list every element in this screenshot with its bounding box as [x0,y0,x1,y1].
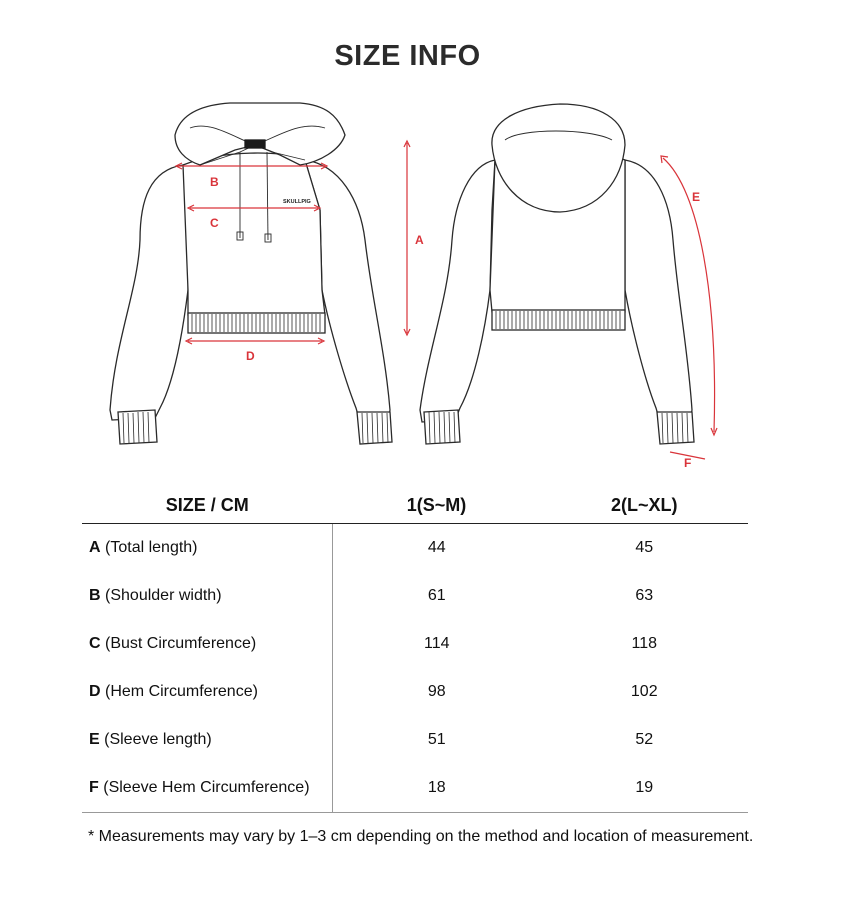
header-size-cm: SIZE / CM [82,487,333,524]
row-label [82,764,333,813]
front-hoodie-drawing [110,103,392,444]
value-size-2: 45 [635,539,654,556]
value-size-1: 98 [427,683,446,700]
back-hoodie-drawing [420,104,694,444]
row-code: E [89,731,100,748]
row-label [82,668,333,716]
measurement-note: * Measurements may vary by 1–3 cm depending on the method and location of measurement. [88,828,754,845]
row-label [82,524,333,573]
row-label [82,620,333,668]
measure-label-b: B [210,175,219,189]
header-size-2: 2(L~XL) [541,487,749,524]
measure-label-e: E [692,190,701,204]
row-code: C [89,635,101,652]
row-name: (Sleeve length) [104,731,212,748]
row-name: (Total length) [105,539,198,556]
header-size-1: 1(S~M) [333,487,541,524]
value-size-1: 51 [427,731,446,748]
row-name: (Bust Circumference) [105,635,257,652]
value-size-2: 52 [635,731,654,748]
measure-label-d: D [246,349,255,363]
row-code: F [89,779,99,796]
row-code: B [89,587,101,604]
value-size-2: 19 [541,764,749,813]
brand-logo-text: SKULLPIG [283,199,311,205]
measure-label-a: A [415,233,424,247]
measure-label-f: F [684,456,692,470]
value-size-1: 114 [423,635,450,652]
value-size-1: 18 [333,764,541,813]
measure-label-c: C [210,216,219,230]
value-size-2: 63 [635,587,654,604]
row-name: (Sleeve Hem Circumference) [103,779,310,796]
value-size-1: 44 [427,539,446,556]
row-code: D [89,683,101,700]
row-code: A [89,539,101,556]
row-label [82,716,333,764]
table-row [82,716,748,764]
table-row [82,764,748,813]
value-size-2: 118 [631,635,657,652]
size-table-header [82,487,748,524]
row-name: (Shoulder width) [105,587,222,604]
hoodie-diagram [0,95,850,475]
row-label [82,572,333,620]
size-table [82,487,748,813]
value-size-2: 102 [630,683,658,700]
value-size-1: 61 [427,587,446,604]
row-name: (Hem Circumference) [105,683,258,700]
table-row [82,668,748,716]
table-row [82,572,748,620]
table-row [82,620,748,668]
page-title: SIZE INFO [334,40,481,72]
table-row [82,524,748,573]
